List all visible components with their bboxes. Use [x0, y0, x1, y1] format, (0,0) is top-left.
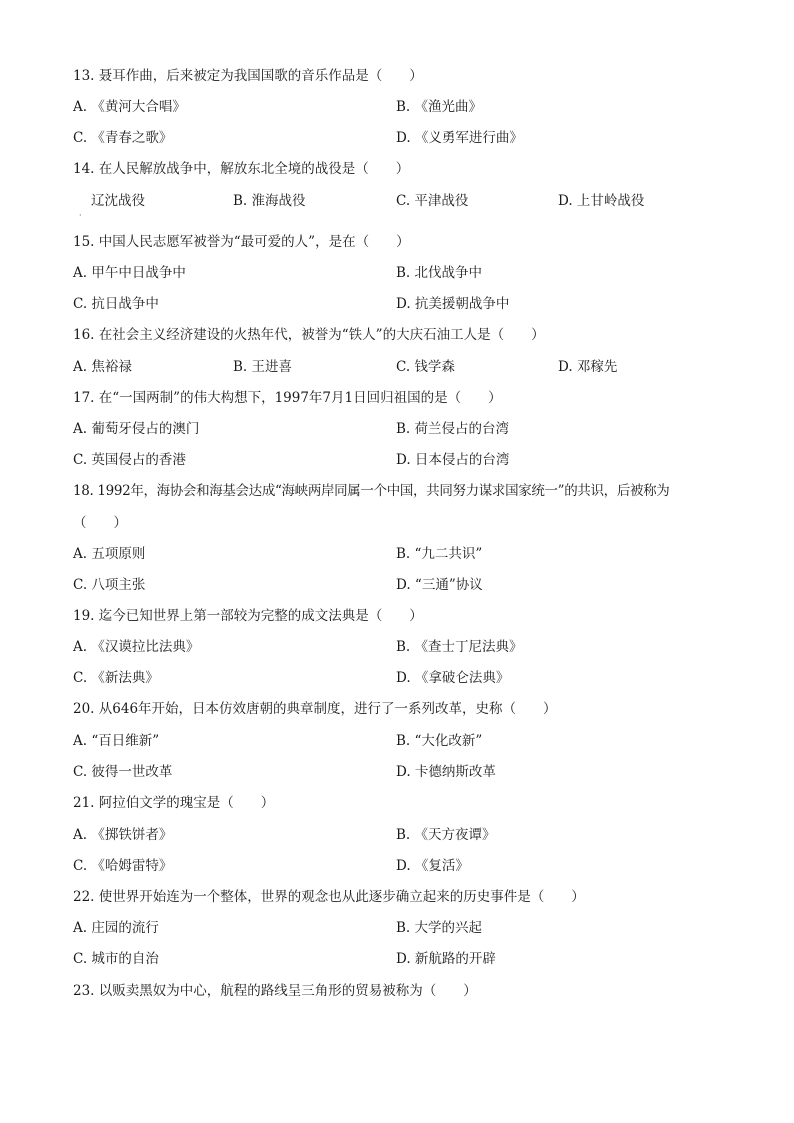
question-21-option-d: D. 《复活》: [396, 858, 469, 874]
question-22-option-a: A. 庄园的流行: [73, 920, 159, 936]
question-17-option-b: B. 荷兰侵占的台湾: [396, 421, 510, 437]
question-19-option-a: A. 《汉谟拉比法典》: [73, 639, 200, 655]
question-21-option-b: B. 《天方夜谭》: [396, 827, 496, 843]
question-14-option-d: D. 上甘岭战役: [558, 193, 645, 209]
question-18-option-a: A. 五项原则: [73, 546, 146, 562]
question-18-stem-continuation: （ ）: [73, 515, 127, 531]
option-a-remnant-dot: ·: [79, 211, 82, 220]
question-13-stem: 13. 聂耳作曲，后来被定为我国国歌的音乐作品是（ ）: [73, 68, 423, 84]
question-14-option-b: B. 淮海战役: [233, 193, 306, 209]
question-13-option-d: D. 《义勇军进行曲》: [396, 130, 523, 146]
question-17-stem: 17. 在“一国两制”的伟大构想下，1997年7月1日回归祖国的是（ ）: [73, 390, 502, 406]
question-23-stem: 23. 以贩卖黑奴为中心，航程的路线呈三角形的贸易被称为（ ）: [73, 983, 477, 999]
question-16-stem: 16. 在社会主义经济建设的火热年代，被誉为“铁人”的大庆石油工人是（ ）: [73, 327, 545, 343]
question-21-stem: 21. 阿拉伯文学的瑰宝是（ ）: [73, 795, 275, 811]
question-20-option-d: D. 卡德纳斯改革: [396, 764, 496, 780]
question-18-option-d: D. “三通”协议: [396, 577, 483, 593]
question-17-option-d: D. 日本侵占的台湾: [396, 452, 510, 468]
question-13-option-a: A. 《黄河大合唱》: [73, 99, 186, 115]
question-17-option-a: A. 葡萄牙侵占的澳门: [73, 421, 200, 437]
question-22-stem: 22. 使世界开始连为一个整体，世界的观念也从此逐步确立起来的历史事件是（ ）: [73, 889, 585, 905]
question-17-option-c: C. 英国侵占的香港: [73, 452, 186, 468]
question-20-stem: 20. 从646年开始，日本仿效唐朝的典章制度，进行了一系列改革，史称（ ）: [73, 701, 557, 717]
question-20-option-a: A. “百日维新”: [73, 733, 160, 749]
question-18-stem: 18. 1992年，海协会和海基会达成“海峡两岸同属一个中国，共同努力谋求国家统一”的共识，后被称为: [73, 483, 670, 499]
question-19-option-b: B. 《查士丁尼法典》: [396, 639, 523, 655]
question-20-option-c: C. 彼得一世改革: [73, 764, 173, 780]
question-15-option-c: C. 抗日战争中: [73, 296, 159, 312]
question-19-stem: 19. 迄今已知世界上第一部较为完整的成文法典是（ ）: [73, 608, 423, 624]
question-14-option-c: C. 平津战役: [396, 193, 469, 209]
question-21-option-c: C. 《哈姆雷特》: [73, 858, 173, 874]
question-21-option-a: A. 《掷铁饼者》: [73, 827, 173, 843]
question-22-option-d: D. 新航路的开辟: [396, 951, 496, 967]
question-16-option-b: B. 王进喜: [233, 359, 293, 375]
question-15-option-b: B. 北伐战争中: [396, 265, 483, 281]
question-22-option-b: B. 大学的兴起: [396, 920, 483, 936]
question-15-option-a: A. 甲午中日战争中: [73, 265, 186, 281]
question-15-stem: 15. 中国人民志愿军被誉为“最可爱的人”，是在（ ）: [73, 234, 410, 250]
question-19-option-d: D. 《拿破仑法典》: [396, 670, 510, 686]
question-16-option-c: C. 钱学森: [396, 359, 455, 375]
question-19-option-c: C. 《新法典》: [73, 670, 159, 686]
question-14-option-a: 辽沈战役: [91, 193, 145, 209]
question-13-option-b: B. 《渔光曲》: [396, 99, 483, 115]
question-14-stem: 14. 在人民解放战争中，解放东北全境的战役是（ ）: [73, 161, 410, 177]
question-15-option-d: D. 抗美援朝战争中: [396, 296, 510, 312]
question-16-option-d: D. 邓稼先: [558, 359, 618, 375]
question-16-option-a: A. 焦裕禄: [73, 359, 132, 375]
question-20-option-b: B. “大化改新”: [396, 733, 483, 749]
question-22-option-c: C. 城市的自治: [73, 951, 159, 967]
question-18-option-b: B. “九二共识”: [396, 546, 483, 562]
question-13-option-c: C. 《青春之歌》: [73, 130, 173, 146]
question-18-option-c: C. 八项主张: [73, 577, 146, 593]
